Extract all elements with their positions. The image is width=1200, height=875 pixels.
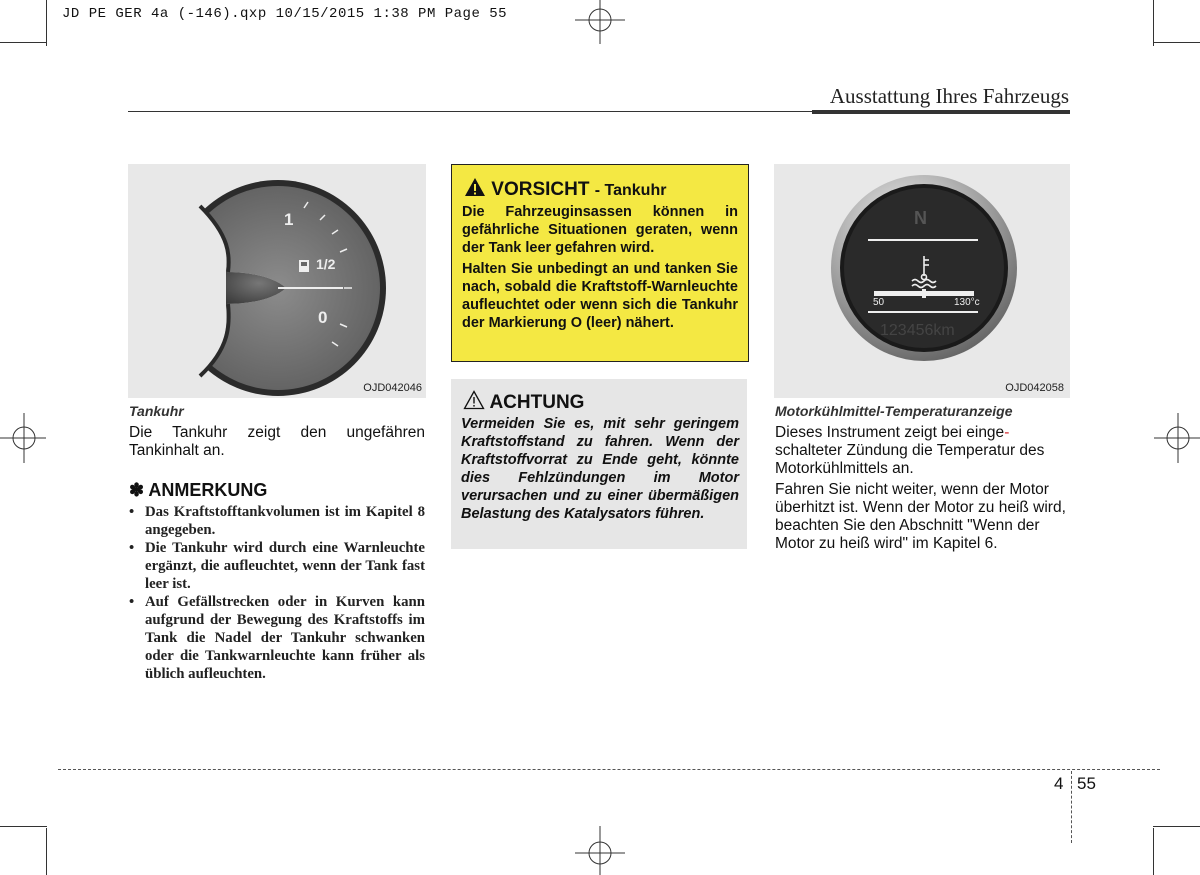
temperature-gauge-text-1: Dieses Instrument zeigt bei einge- schalteter Zündung die Temperatur des Motorkühlmittels an. (775, 424, 1045, 477)
registration-mark-bottom (570, 826, 630, 875)
registration-mark-left (0, 408, 46, 468)
gauge-mark-empty: 0 (318, 308, 328, 327)
image-code: OJD042058 (1005, 382, 1064, 394)
temp-gauge-max-label: 130°c (954, 297, 980, 308)
footer-rule (58, 769, 1160, 770)
note-item: • Die Tankuhr wird durch eine Warnleuchte ergänzt, die aufleuchtet, wenn der Tank fast leer ist. (129, 540, 425, 592)
warning-paragraph-1: Die Fahrzeuginsassen können in gefährliche Situationen geraten, wenn der Tank leer gefahren wird. (462, 204, 738, 256)
note-item: • Das Kraftstofftankvolumen ist im Kapitel 8 angegeben. (129, 504, 425, 538)
header-rule-accent (812, 110, 1070, 114)
caution-title: ACHTUNG (489, 392, 585, 413)
fuel-gauge-caption: Tankuhr (129, 403, 184, 419)
crop-mark (0, 42, 47, 43)
odometer-display: 123456km (880, 322, 955, 339)
caution-triangle-icon (463, 390, 485, 410)
note-item: • Auf Gefällstrecken oder in Kurven kann aufgrund der Bewegung des Kraftstoffs im Tank die Nadel der Tankuhr schwanken oder die Tankwarnleuchte kann früher als üblich aufleuchten. (129, 594, 425, 682)
temperature-gauge-text-2: Fahren Sie nicht weiter, wenn der Motor überhitzt ist. Wenn der Motor zu heiß wird, beachten Sie den Abschnitt "Wenn der Motor zu heiß wird" im Kapitel 6. (775, 481, 1066, 552)
temp-gauge-top-label: N (914, 208, 927, 228)
crop-mark (46, 0, 47, 46)
print-slug: JD PE GER 4a (-146).qxp 10/15/2015 1:38 PM Page 55 (62, 6, 508, 22)
crop-mark (46, 828, 47, 875)
warning-triangle-icon (464, 177, 486, 197)
registration-mark-right (1154, 408, 1200, 468)
temperature-gauge-figure (774, 164, 1070, 398)
temp-gauge-min-label: 50 (873, 297, 885, 308)
crop-mark (1153, 828, 1154, 875)
fuel-gauge-illustration (128, 164, 426, 398)
note-list (129, 503, 425, 683)
warning-box (451, 164, 749, 362)
warning-subtitle: - Tankuhr (594, 182, 667, 199)
fuel-gauge-text: Die Tankuhr zeigt den ungefähren Tankinhalt an. (129, 424, 425, 459)
caution-text: Vermeiden Sie es, mit sehr geringem Kraftstoffstand zu fahren. Wenn der Kraftstoffvorrat zu Ende geht, könnte dies Fehlzündungen im Motor verursachen und zu einer übermäßigen Belastung des Katalysators führen. (461, 416, 739, 522)
gauge-mark-full: 1 (284, 210, 294, 229)
section-title: Ausstattung Ihres Fahrzeugs (829, 84, 1069, 108)
image-code: OJD042046 (363, 382, 422, 394)
gauge-mark-half: 1/2 (316, 256, 336, 272)
caution-heading (463, 390, 584, 414)
note-title: ✽ ANMERKUNG (129, 480, 268, 500)
crop-mark (1153, 42, 1200, 43)
page-number: 55 (1077, 774, 1096, 793)
caution-box (451, 379, 747, 549)
warning-heading (464, 177, 666, 201)
temperature-gauge-caption: Motorkühlmittel-Temperaturanzeige (775, 403, 1013, 419)
chapter-number: 4 (1054, 774, 1064, 793)
crop-mark (1153, 826, 1200, 827)
page-number-divider (1071, 771, 1072, 843)
temperature-gauge-illustration (774, 164, 1070, 398)
warning-title: VORSICHT (491, 179, 590, 200)
fuel-gauge-figure (128, 164, 426, 398)
crop-mark (1153, 0, 1154, 46)
warning-paragraph-2: Halten Sie unbedingt an und tanken Sie nach, sobald die Kraftstoff-Warnleuchte aufleuchtet oder wenn sich die Tankuhr der Markierung O (leer) nähert. (462, 261, 738, 331)
crop-mark (0, 826, 47, 827)
hyphen-mark: - (1004, 424, 1010, 441)
registration-mark-top (570, 0, 630, 44)
